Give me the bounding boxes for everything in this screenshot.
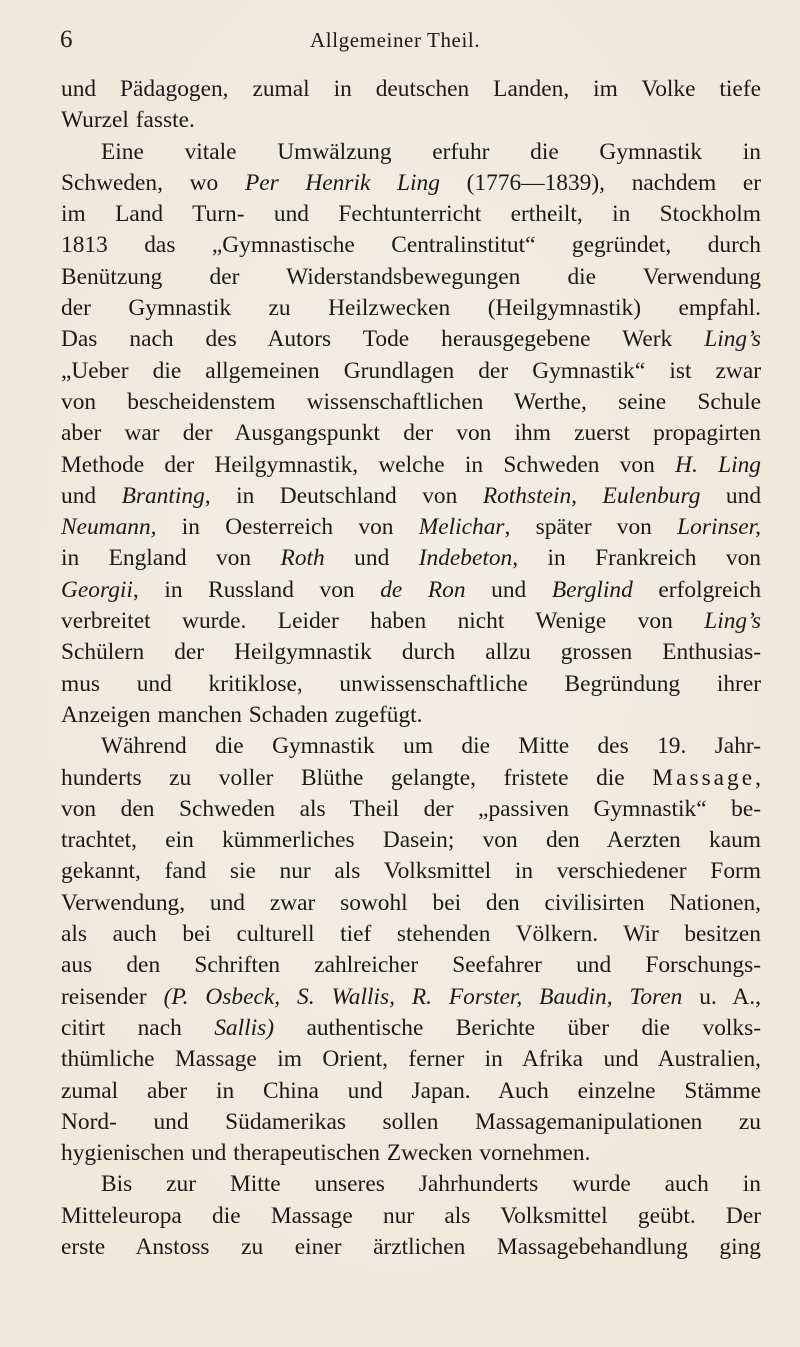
text-line <box>61 637 761 668</box>
text-run: in England von <box>61 545 281 572</box>
text-line <box>61 700 761 731</box>
text-line <box>61 262 761 293</box>
text-line <box>61 230 761 261</box>
text-run: erste Anstoss zu einer ärztlichen Massagebehandlung ging <box>61 1233 761 1260</box>
text-line <box>61 856 761 887</box>
text-line <box>61 825 761 856</box>
text-run: Methode der Heilgymnastik, welche in Schweden von <box>61 451 676 478</box>
text-line <box>61 1076 761 1107</box>
text-line <box>61 74 761 105</box>
text-run: Schweden, wo <box>61 169 245 196</box>
text-line <box>61 418 761 449</box>
text-run: reisender <box>61 983 164 1010</box>
italic-name: Melichar <box>418 514 505 541</box>
text-run: Nord- und Südamerikas sollen Massagemanipulationen zu <box>61 1108 761 1135</box>
text-run: (1776—1839), nachdem er <box>439 169 761 196</box>
text-run: , <box>755 764 761 791</box>
spaced-term: Massage <box>652 764 756 791</box>
text-run: mus und kritiklose, unwissenschaftliche Begründung ihrer <box>61 670 761 697</box>
text-run: Schülern der Heilgymnastik durch allzu grossen Enthusias- <box>61 639 761 666</box>
text-line <box>61 512 761 543</box>
text-run: aus den Schriften zahlreicher Seefahrer und Forschungs- <box>61 952 761 979</box>
text-run: Eine vitale Umwälzung erfuhr die Gymnastik in <box>101 138 761 165</box>
italic-name: Sallis) <box>214 1014 274 1041</box>
text-line <box>61 982 761 1013</box>
text-run: trachtet, ein kümmerliches Dasein; von den Aerzten kaum <box>61 827 761 854</box>
text-line <box>61 1201 761 1232</box>
italic-name: (P. Osbeck, S. Wallis, R. Forster, Baudin, Toren <box>163 983 683 1010</box>
text-run: , in Deutschland von <box>204 482 483 509</box>
italic-name: Ling’s <box>704 608 761 635</box>
text-line <box>61 168 761 199</box>
text-run: von den Schweden als Theil der „passiven Gymnastik“ be- <box>61 795 761 822</box>
text-line <box>61 1044 761 1075</box>
text-run: und <box>61 482 122 509</box>
text-run: und <box>324 545 419 572</box>
text-line <box>61 888 761 919</box>
italic-name: Berglind <box>551 576 633 603</box>
italic-name: Georgii <box>61 576 133 603</box>
text-line <box>61 293 761 324</box>
italic-name: Lorinser, <box>677 514 761 541</box>
text-run: Bis zur Mitte unseres Jahrhunderts wurde auch in <box>101 1171 761 1198</box>
text-run: authentische Berichte über die volks- <box>274 1014 761 1041</box>
text-line <box>61 450 761 481</box>
text-run: , in Frankreich von <box>512 545 761 572</box>
italic-name: Neumann, <box>61 514 157 541</box>
text-run: von bescheidenstem wissenschaftlichen Werthe, seine Schule <box>61 388 761 415</box>
text-line <box>61 137 761 168</box>
text-run: und <box>465 576 552 603</box>
text-line <box>61 105 761 136</box>
text-run: citirt nach <box>61 1014 215 1041</box>
text-run: hygienischen und therapeutischen Zwecken vornehmen. <box>61 1140 591 1167</box>
text-run: verbreitet wurde. Leider haben nicht Wenige von <box>61 608 705 635</box>
text-run: und <box>700 482 762 509</box>
italic-name: de Ron <box>380 576 466 603</box>
text-line <box>61 575 761 606</box>
text-line <box>61 731 761 762</box>
text-run: , später von <box>504 514 678 541</box>
text-line <box>61 794 761 825</box>
text-run: Verwendung, und zwar sowohl bei den civilisirten Nationen, <box>61 889 761 916</box>
text-run: Anzeigen manchen Schaden zugefügt. <box>61 701 423 728</box>
text-run: Das nach des Autors Tode herausgegebene Werk <box>61 326 705 353</box>
text-line <box>61 481 761 512</box>
text-line <box>61 669 761 700</box>
italic-name: Indebeton <box>418 545 513 572</box>
text-line <box>61 1138 761 1169</box>
text-line <box>61 1232 761 1263</box>
text-run: zumal aber in China und Japan. Auch einzelne Stämme <box>61 1077 761 1104</box>
text-line <box>61 199 761 230</box>
text-run: u. A., <box>682 983 761 1010</box>
text-run: im Land Turn- und Fechtunterricht ertheilt, in Stockholm <box>61 201 761 228</box>
italic-name: H. Ling <box>675 451 761 478</box>
text-run: als auch bei culturell tief stehenden Völkern. Wir besitzen <box>61 921 761 948</box>
text-run: gekannt, fand sie nur als Volksmittel in verschiedener Form <box>61 858 761 885</box>
text-line <box>61 324 761 355</box>
text-line <box>61 543 761 574</box>
text-run: der Gymnastik zu Heilzwecken (Heilgymnastik) empfahl. <box>61 295 761 322</box>
text-line <box>61 387 761 418</box>
text-line <box>61 763 761 794</box>
text-line <box>61 950 761 981</box>
text-run: und Pädagogen, zumal in deutschen Landen, im Volke tiefe <box>61 76 761 102</box>
text-run: 1813 das „Gymnastische Centralinstitut“ gegründet, durch <box>61 232 761 259</box>
text-line <box>61 919 761 950</box>
text-run: in Oesterreich von <box>156 514 419 541</box>
text-run: Während die Gymnastik um die Mitte des 19. Jahr- <box>101 733 761 760</box>
text-run: erfolgreich <box>632 576 762 603</box>
italic-name: Branting <box>121 482 205 509</box>
text-run: „Ueber die allgemeinen Grundlagen der Gymnastik“ ist zwar <box>61 357 761 384</box>
text-line <box>61 1169 761 1200</box>
italic-name: Rothstein, Eulenburg <box>482 482 701 509</box>
page-number: 6 <box>60 26 73 53</box>
running-head <box>60 26 720 56</box>
body-text <box>61 74 761 1263</box>
text-line <box>61 1107 761 1138</box>
italic-name: Roth <box>280 545 325 572</box>
text-run: aber war der Ausgangspunkt der von ihm zuerst propagirten <box>61 420 761 447</box>
text-run: Mitteleuropa die Massage nur als Volksmittel geübt. Der <box>61 1202 761 1229</box>
text-line <box>61 606 761 637</box>
text-run: hunderts zu voller Blüthe gelangte, fristete die <box>61 764 653 791</box>
running-head-title: Allgemeiner Theil. <box>310 28 481 52</box>
text-run: Benützung der Widerstandsbewegungen die Verwendung <box>61 263 761 290</box>
text-run: thümliche Massage im Orient, ferner in Afrika und Australien, <box>61 1046 761 1073</box>
text-line <box>61 356 761 387</box>
text-run: , in Russland von <box>132 576 381 603</box>
text-run: Wurzel fasste. <box>61 107 195 134</box>
text-line <box>61 1013 761 1044</box>
italic-name: Per Henrik Ling <box>244 169 440 196</box>
italic-name: Ling’s <box>704 326 761 353</box>
